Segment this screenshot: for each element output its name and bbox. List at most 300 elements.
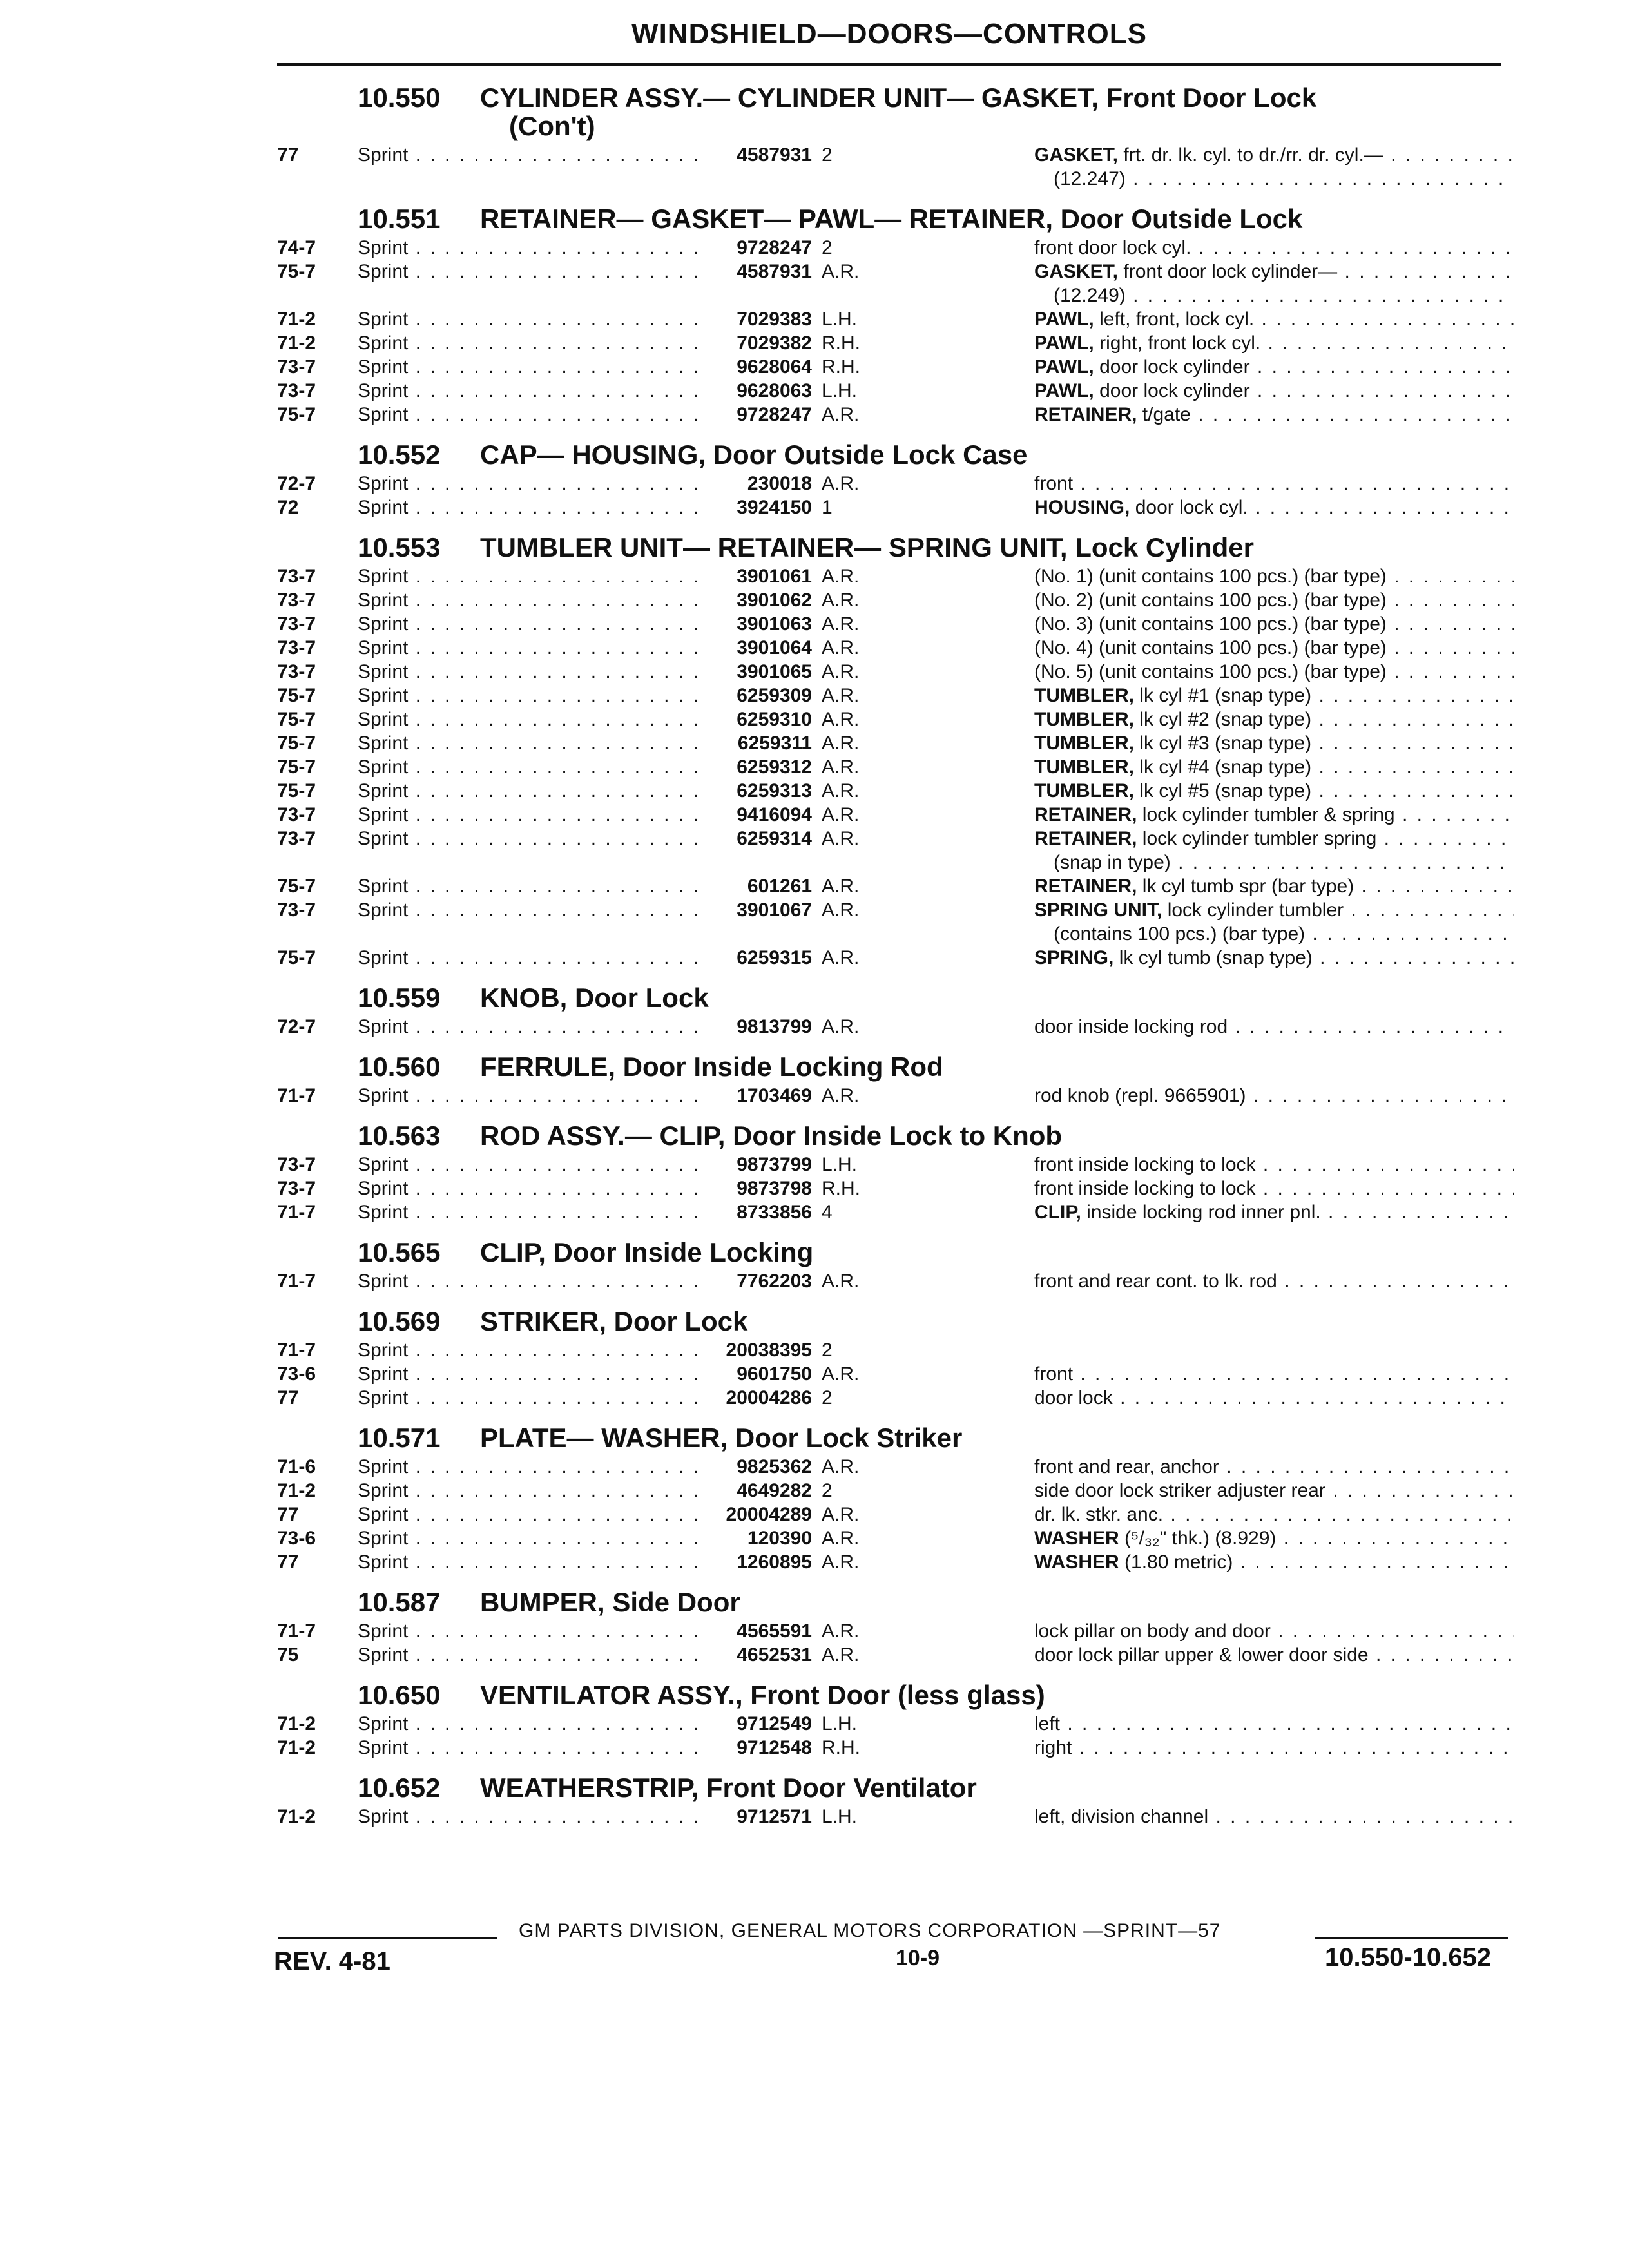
description xyxy=(1034,307,1514,331)
description-text: (No. 2) (unit contains 100 pcs.) (bar type) xyxy=(1034,590,1387,611)
quantity: A.R. xyxy=(822,804,860,825)
quantity: A.R. xyxy=(822,1528,860,1549)
part-number: 1703469 xyxy=(737,1085,812,1106)
section-10-652 xyxy=(277,1771,1514,1829)
part-number: 6259309 xyxy=(737,685,812,706)
application: Sprint . . . xyxy=(358,946,709,970)
description-line xyxy=(1034,779,1514,803)
section-number: 10.559 xyxy=(358,983,441,1013)
section-heading: WEATHERSTRIP, Front Door Ventilator xyxy=(480,1773,977,1803)
description xyxy=(1034,1550,1514,1574)
description xyxy=(1034,1153,1514,1177)
description-text: lock cylinder tumbler xyxy=(1167,899,1344,921)
part-number: 3924150 xyxy=(737,497,812,518)
illustration-number: 73-7 xyxy=(277,1178,316,1199)
part-number: 6259311 xyxy=(737,733,812,754)
application: Sprint . . . xyxy=(358,612,709,636)
quantity: R.H. xyxy=(822,1178,860,1199)
application: Sprint . . . xyxy=(358,1550,709,1574)
application: Sprint . . . xyxy=(358,355,709,379)
application: Sprint . . . xyxy=(358,684,709,707)
description xyxy=(1034,355,1514,379)
quantity: A.R. xyxy=(822,828,860,849)
quantity: 2 xyxy=(822,237,833,258)
quantity: 1 xyxy=(822,497,833,518)
illustration-number: 73-7 xyxy=(277,356,316,378)
illustration-number: 77 xyxy=(277,1552,299,1573)
illustration-number: 77 xyxy=(277,144,299,166)
part-number: 120390 xyxy=(747,1528,812,1549)
table-row xyxy=(277,1362,1514,1386)
description-text: lk cyl #2 (snap type) xyxy=(1139,709,1312,730)
application: Sprint . . . xyxy=(358,143,709,167)
description-text: front xyxy=(1034,1363,1074,1385)
application: Sprint . . . xyxy=(358,1479,709,1503)
part-number: 8733856 xyxy=(737,1202,812,1223)
section-10-569 xyxy=(277,1305,1514,1410)
description xyxy=(1034,1712,1514,1736)
section-heading: RETAINER— GASKET— PAWL— RETAINER, Door Outside Lock xyxy=(480,204,1303,234)
description-line xyxy=(1034,1455,1514,1479)
description-line xyxy=(1034,1736,1514,1760)
illustration-number: 73-7 xyxy=(277,380,316,401)
table-row xyxy=(277,403,1514,427)
description xyxy=(1034,898,1514,946)
table-row xyxy=(277,1269,1514,1293)
section-title xyxy=(277,1421,1514,1455)
application: Sprint . . . xyxy=(358,636,709,660)
part-number: 9712571 xyxy=(737,1806,812,1827)
section-title xyxy=(277,202,1514,236)
table-row xyxy=(277,755,1514,779)
description-line xyxy=(1034,731,1514,755)
illustration-number: 71-2 xyxy=(277,332,316,354)
illustration-number: 73-7 xyxy=(277,1154,316,1175)
description-text: lock cylinder tumbler & spring xyxy=(1142,804,1395,825)
section-title xyxy=(277,1119,1514,1153)
quantity: A.R. xyxy=(822,1085,860,1106)
illustration-number: 77 xyxy=(277,1387,299,1408)
quantity: A.R. xyxy=(822,780,860,802)
part-number: 3901063 xyxy=(737,613,812,635)
description-part-name: PAWL, xyxy=(1034,380,1094,401)
description xyxy=(1034,803,1514,827)
section-heading: ROD ASSY.— CLIP, Door Inside Lock to Knob xyxy=(480,1120,1063,1151)
description-line xyxy=(1034,946,1514,970)
quantity: R.H. xyxy=(822,1737,860,1758)
table-row xyxy=(277,1177,1514,1200)
part-number: 9825362 xyxy=(737,1456,812,1477)
description-text: side door lock striker adjuster rear xyxy=(1034,1480,1325,1501)
section-10-551 xyxy=(277,202,1514,427)
illustration-number: 73-7 xyxy=(277,613,316,635)
part-number: 4587931 xyxy=(737,144,812,166)
illustration-number: 75-7 xyxy=(277,733,316,754)
description-line xyxy=(1034,874,1514,898)
description-text: (No. 4) (unit contains 100 pcs.) (bar type) xyxy=(1034,637,1387,658)
part-number: 9873799 xyxy=(737,1154,812,1175)
table-row xyxy=(277,588,1514,612)
description xyxy=(1034,1084,1514,1108)
illustration-number: 75-7 xyxy=(277,947,316,968)
description-line xyxy=(1034,1177,1514,1200)
description-part-name: TUMBLER, xyxy=(1034,780,1134,802)
description-line xyxy=(1034,1526,1514,1550)
footer-rule-right xyxy=(1315,1937,1508,1939)
description-text: left, division channel xyxy=(1034,1806,1209,1827)
quantity: A.R. xyxy=(822,1016,860,1037)
quantity: A.R. xyxy=(822,876,860,897)
part-number: 7762203 xyxy=(737,1271,812,1292)
illustration-number: 77 xyxy=(277,1504,299,1525)
footer-publisher: GM PARTS DIVISION, GENERAL MOTORS CORPORATION —SPRINT—57 xyxy=(519,1920,1221,1941)
page-title: WINDSHIELD—DOORS—CONTROLS xyxy=(631,18,1147,50)
table-row xyxy=(277,827,1514,874)
table-row xyxy=(277,564,1514,588)
description-text: front door lock cyl. xyxy=(1034,237,1191,258)
application: Sprint . . . xyxy=(358,1177,709,1200)
description-line xyxy=(1034,803,1514,827)
description-text: front and rear cont. to lk. rod xyxy=(1034,1271,1277,1292)
page-number: 10-9 xyxy=(896,1946,940,1970)
table-row xyxy=(277,1153,1514,1177)
description-line xyxy=(1034,1015,1514,1039)
description-text: front inside locking to lock xyxy=(1034,1154,1256,1175)
quantity: L.H. xyxy=(822,1713,858,1735)
description xyxy=(1034,260,1514,307)
description xyxy=(1034,684,1514,707)
illustration-number: 73-7 xyxy=(277,637,316,658)
description-text: (No. 3) (unit contains 100 pcs.) (bar type) xyxy=(1034,613,1387,635)
description xyxy=(1034,564,1514,588)
section-heading: CAP— HOUSING, Door Outside Lock Case xyxy=(480,439,1028,470)
description-line xyxy=(1034,1084,1514,1108)
application: Sprint . . . xyxy=(358,1269,709,1293)
description-text: left, front, lock cyl. xyxy=(1099,309,1255,330)
section-title xyxy=(277,1586,1514,1619)
description-line xyxy=(1034,1269,1514,1293)
part-number: 3901065 xyxy=(737,661,812,682)
illustration-number: 71-7 xyxy=(277,1202,316,1223)
quantity: 2 xyxy=(822,1480,833,1501)
part-number: 9728247 xyxy=(737,237,812,258)
illustration-number: 71-2 xyxy=(277,1480,316,1501)
quantity: A.R. xyxy=(822,661,860,682)
table-row xyxy=(277,1619,1514,1643)
description-line xyxy=(1034,1550,1514,1574)
part-number: 20038395 xyxy=(726,1340,812,1361)
section-10-587 xyxy=(277,1586,1514,1667)
part-number: 3901064 xyxy=(737,637,812,658)
description-line xyxy=(1034,1805,1514,1829)
description-text: front door lock cylinder— xyxy=(1123,261,1338,282)
table-row xyxy=(277,898,1514,946)
description-line xyxy=(1034,260,1514,284)
table-row xyxy=(277,1712,1514,1736)
description-text: front xyxy=(1034,473,1074,494)
description-text: lk cyl #4 (snap type) xyxy=(1139,756,1312,778)
footer-rule-left xyxy=(278,1937,497,1939)
description-text: (No. 5) (unit contains 100 pcs.) (bar type) xyxy=(1034,661,1387,682)
description xyxy=(1034,707,1514,731)
illustration-number: 75-7 xyxy=(277,709,316,730)
part-number: 9712549 xyxy=(737,1713,812,1735)
description-continuation: (contains 100 pcs.) (bar type) . . . xyxy=(1034,922,1514,946)
section-title xyxy=(277,438,1514,472)
description-line xyxy=(1034,1386,1514,1410)
description-part-name: TUMBLER, xyxy=(1034,685,1134,706)
application: Sprint . . . xyxy=(358,779,709,803)
description-line xyxy=(1034,898,1514,922)
description-part-name: WASHER xyxy=(1034,1552,1119,1573)
description xyxy=(1034,1015,1514,1039)
section-heading: CYLINDER ASSY.— CYLINDER UNIT— GASKET, Front Door Lock xyxy=(480,82,1317,113)
application: Sprint . . . xyxy=(358,236,709,260)
section-10-571 xyxy=(277,1421,1514,1574)
quantity: A.R. xyxy=(822,566,860,587)
part-number: 230018 xyxy=(747,473,812,494)
description-text: rod knob (repl. 9665901) xyxy=(1034,1085,1246,1106)
application: Sprint . . . xyxy=(358,1153,709,1177)
quantity: A.R. xyxy=(822,685,860,706)
part-number: 6259313 xyxy=(737,780,812,802)
description-text: left xyxy=(1034,1713,1061,1735)
illustration-number: 75-7 xyxy=(277,404,316,425)
description xyxy=(1034,1269,1514,1293)
description xyxy=(1034,1736,1514,1760)
description xyxy=(1034,660,1514,684)
section-number: 10.565 xyxy=(358,1237,441,1267)
table-row xyxy=(277,874,1514,898)
illustration-number: 71-2 xyxy=(277,1713,316,1735)
part-number: 3901061 xyxy=(737,566,812,587)
description-line xyxy=(1034,495,1514,519)
application: Sprint . . . xyxy=(358,1338,709,1362)
description xyxy=(1034,472,1514,495)
description xyxy=(1034,588,1514,612)
application: Sprint . . . xyxy=(358,379,709,403)
table-row xyxy=(277,779,1514,803)
illustration-number: 71-7 xyxy=(277,1620,316,1642)
part-number: 4565591 xyxy=(737,1620,812,1642)
illustration-number: 73-7 xyxy=(277,828,316,849)
table-row xyxy=(277,355,1514,379)
description xyxy=(1034,779,1514,803)
quantity: A.R. xyxy=(822,733,860,754)
quantity: A.R. xyxy=(822,473,860,494)
table-row xyxy=(277,331,1514,355)
illustration-number: 71-7 xyxy=(277,1085,316,1106)
section-number: 10.563 xyxy=(358,1120,441,1151)
description xyxy=(1034,1479,1514,1503)
table-row xyxy=(277,495,1514,519)
description-part-name: PAWL, xyxy=(1034,332,1094,354)
description-line xyxy=(1034,1200,1514,1224)
description xyxy=(1034,1526,1514,1550)
table-row xyxy=(277,803,1514,827)
section-number: 10.569 xyxy=(358,1306,441,1336)
section-number: 10.553 xyxy=(358,532,441,562)
illustration-number: 73-7 xyxy=(277,566,316,587)
section-heading: TUMBLER UNIT— RETAINER— SPRING UNIT, Lock Cylinder xyxy=(480,532,1254,562)
application: Sprint . . . xyxy=(358,1526,709,1550)
part-number: 9712548 xyxy=(737,1737,812,1758)
description xyxy=(1034,827,1514,874)
description-part-name: RETAINER, xyxy=(1034,876,1137,897)
application: Sprint . . . xyxy=(358,260,709,284)
description-text: lk cyl #1 (snap type) xyxy=(1139,685,1312,706)
description-line xyxy=(1034,331,1514,355)
section-heading: PLATE— WASHER, Door Lock Striker xyxy=(480,1423,963,1453)
application: Sprint . . . xyxy=(358,472,709,495)
section-number: 10.552 xyxy=(358,439,441,470)
description xyxy=(1034,1503,1514,1526)
description xyxy=(1034,143,1514,191)
part-number: 1260895 xyxy=(737,1552,812,1573)
quantity: A.R. xyxy=(822,590,860,611)
description xyxy=(1034,1643,1514,1667)
quantity: A.R. xyxy=(822,1271,860,1292)
section-title xyxy=(277,981,1514,1015)
table-row xyxy=(277,1200,1514,1224)
description-text: right xyxy=(1034,1737,1072,1758)
description-text: (⁵/₃₂" thk.) (8.929) xyxy=(1124,1528,1277,1549)
description-text: lk cyl tumb spr (bar type) xyxy=(1142,876,1354,897)
description-text: inside locking rod inner pnl. xyxy=(1086,1202,1321,1223)
section-number: 10.551 xyxy=(358,204,441,234)
application: Sprint . . . xyxy=(358,1084,709,1108)
illustration-number: 73-7 xyxy=(277,590,316,611)
description xyxy=(1034,1455,1514,1479)
description-part-name: TUMBLER, xyxy=(1034,733,1134,754)
section-10-560 xyxy=(277,1050,1514,1108)
table-row xyxy=(277,707,1514,731)
quantity: 2 xyxy=(822,1340,833,1361)
description-text: door inside locking rod xyxy=(1034,1016,1228,1037)
part-number: 3901062 xyxy=(737,590,812,611)
quantity: 2 xyxy=(822,1387,833,1408)
table-row xyxy=(277,472,1514,495)
section-title xyxy=(277,1305,1514,1338)
quantity: A.R. xyxy=(822,261,860,282)
table-row xyxy=(277,1084,1514,1108)
illustration-number: 71-2 xyxy=(277,1806,316,1827)
quantity: A.R. xyxy=(822,404,860,425)
illustration-number: 73-7 xyxy=(277,661,316,682)
description xyxy=(1034,946,1514,970)
description-line xyxy=(1034,1479,1514,1503)
section-number: 10.560 xyxy=(358,1052,441,1082)
description-line xyxy=(1034,1643,1514,1667)
description-text: (No. 1) (unit contains 100 pcs.) (bar type) xyxy=(1034,566,1387,587)
section-title xyxy=(277,1678,1514,1712)
parts-list xyxy=(277,70,1514,1829)
quantity: L.H. xyxy=(822,309,858,330)
table-row xyxy=(277,1338,1514,1362)
description-continuation: (12.247) . . . xyxy=(1034,167,1514,191)
description xyxy=(1034,379,1514,403)
description-line xyxy=(1034,684,1514,707)
revision-label: REV. 4-81 xyxy=(274,1947,390,1975)
description-line xyxy=(1034,612,1514,636)
illustration-number: 72 xyxy=(277,497,299,518)
description-line xyxy=(1034,707,1514,731)
part-number: 4587931 xyxy=(737,261,812,282)
part-number: 6259310 xyxy=(737,709,812,730)
table-row xyxy=(277,1386,1514,1410)
quantity: 4 xyxy=(822,1202,833,1223)
part-number: 7029383 xyxy=(737,309,812,330)
description-line xyxy=(1034,660,1514,684)
application: Sprint . . . xyxy=(358,1643,709,1667)
quantity: R.H. xyxy=(822,356,860,378)
table-row xyxy=(277,236,1514,260)
table-row xyxy=(277,307,1514,331)
application: Sprint . . . xyxy=(358,755,709,779)
description-continuation: (12.249) . . . xyxy=(1034,284,1514,307)
part-number: 9416094 xyxy=(737,804,812,825)
table-row xyxy=(277,660,1514,684)
application: Sprint . . . xyxy=(358,331,709,355)
quantity: A.R. xyxy=(822,1363,860,1385)
section-number: 10.550 xyxy=(358,82,441,113)
application: Sprint . . . xyxy=(358,1200,709,1224)
section-heading: STRIKER, Door Lock xyxy=(480,1306,748,1336)
part-number: 9873798 xyxy=(737,1178,812,1199)
part-number: 20004286 xyxy=(726,1387,812,1408)
description-line xyxy=(1034,307,1514,331)
section-heading: FERRULE, Door Inside Locking Rod xyxy=(480,1052,943,1082)
illustration-number: 71-2 xyxy=(277,1737,316,1758)
illustration-number: 75-7 xyxy=(277,780,316,802)
part-number: 4652531 xyxy=(737,1644,812,1666)
table-row xyxy=(277,260,1514,307)
application: Sprint . . . xyxy=(358,707,709,731)
quantity: R.H. xyxy=(822,332,860,354)
description xyxy=(1034,1805,1514,1829)
description-part-name: SPRING UNIT, xyxy=(1034,899,1162,921)
table-row xyxy=(277,1736,1514,1760)
quantity: 2 xyxy=(822,144,833,166)
section-10-550 xyxy=(277,81,1514,191)
quantity: A.R. xyxy=(822,899,860,921)
application: Sprint . . . xyxy=(358,1015,709,1039)
application: Sprint . . . xyxy=(358,1712,709,1736)
description-line xyxy=(1034,1153,1514,1177)
description-part-name: SPRING, xyxy=(1034,947,1114,968)
description-part-name: WASHER xyxy=(1034,1528,1119,1549)
illustration-number: 72-7 xyxy=(277,473,316,494)
illustration-number: 71-7 xyxy=(277,1340,316,1361)
application: Sprint . . . xyxy=(358,731,709,755)
section-10-552 xyxy=(277,438,1514,519)
section-heading: BUMPER, Side Door xyxy=(480,1587,740,1617)
description-line xyxy=(1034,1712,1514,1736)
illustration-number: 74-7 xyxy=(277,237,316,258)
description-line xyxy=(1034,564,1514,588)
description-line xyxy=(1034,379,1514,403)
application: Sprint . . . xyxy=(358,403,709,427)
part-number: 6259312 xyxy=(737,756,812,778)
table-row xyxy=(277,946,1514,970)
table-row xyxy=(277,612,1514,636)
part-number: 9728247 xyxy=(737,404,812,425)
section-number: 10.571 xyxy=(358,1423,441,1453)
description xyxy=(1034,495,1514,519)
section-number: 10.587 xyxy=(358,1587,441,1617)
section-title xyxy=(277,1236,1514,1269)
part-number: 6259314 xyxy=(737,828,812,849)
